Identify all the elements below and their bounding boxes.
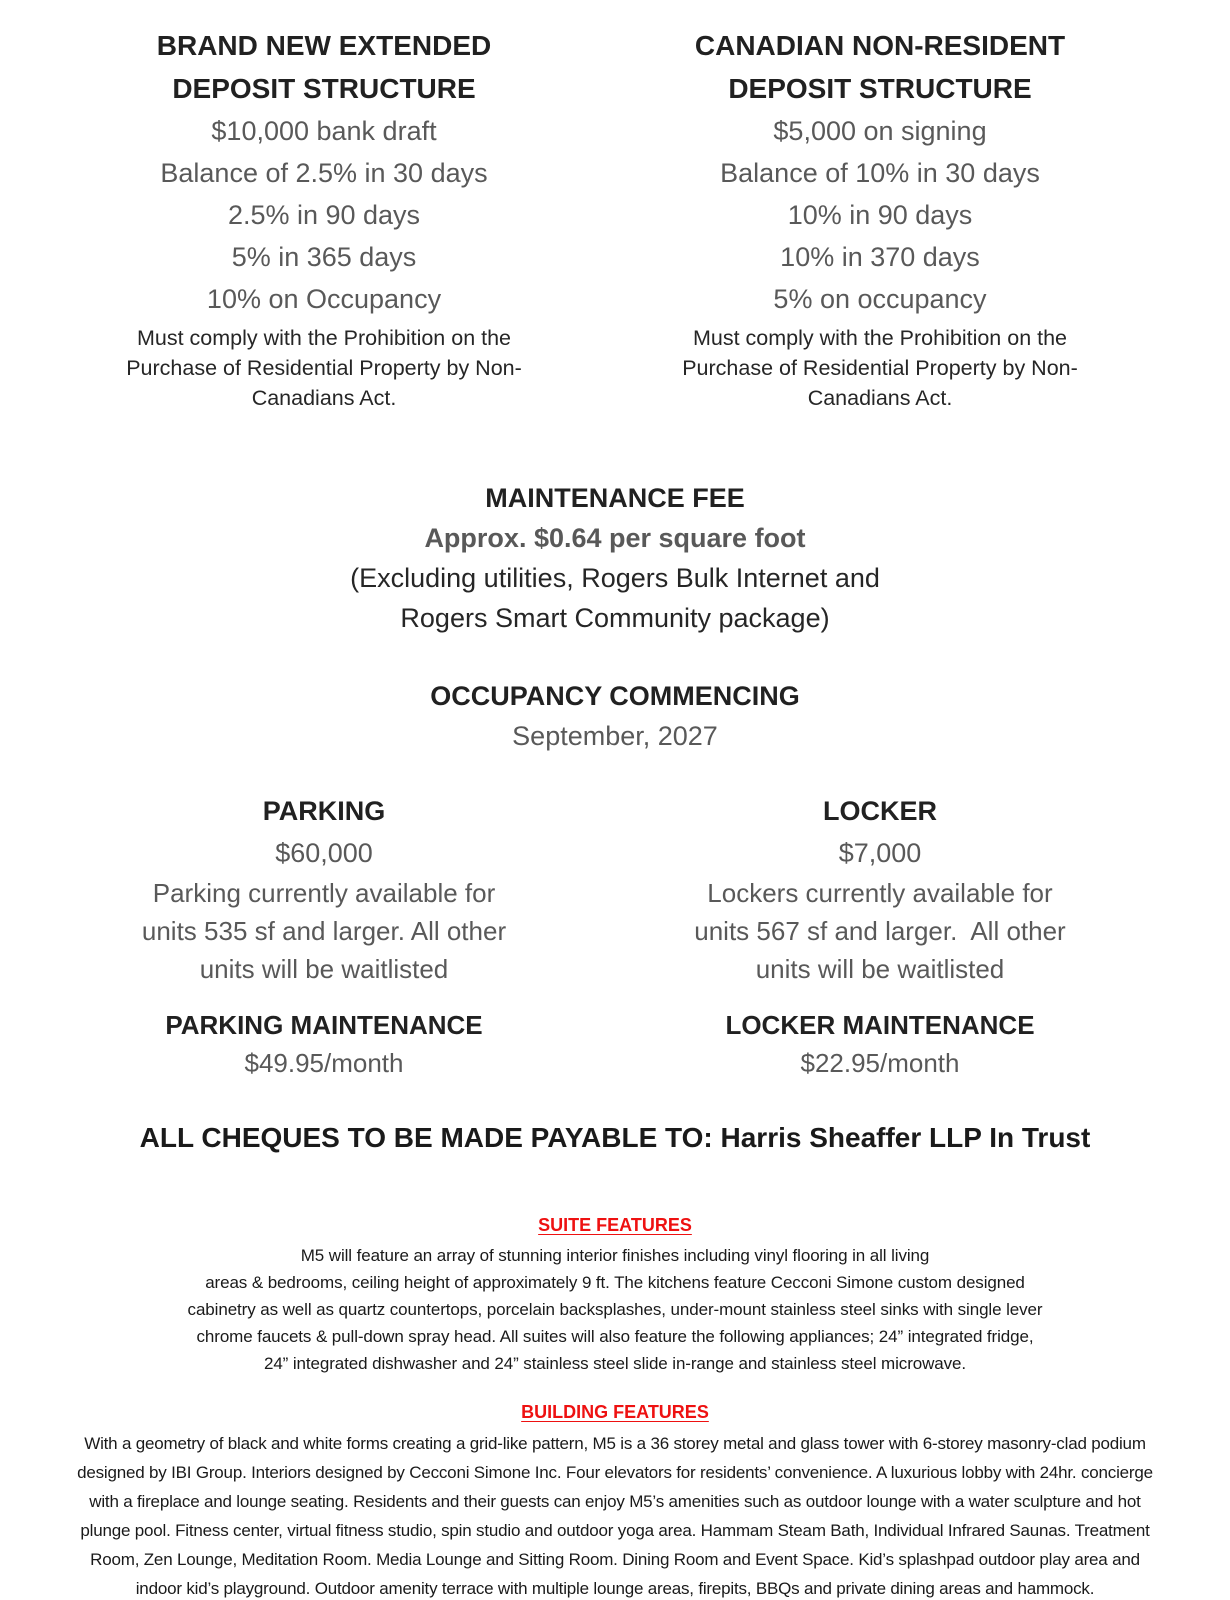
deposit-line: Balance of 2.5% in 30 days	[160, 158, 488, 188]
deposit-title-non-resident: CANADIAN NON-RESIDENT DEPOSIT STRUCTURE	[694, 30, 1066, 104]
maintenance-fee-section	[0, 478, 1230, 638]
parking-title: PARKING	[262, 796, 386, 826]
occupancy-section	[0, 676, 1230, 756]
deposit-title-extended: BRAND NEW EXTENDED DEPOSIT STRUCTURE	[156, 30, 492, 104]
locker-availability-note: Lockers currently available for units 567 sf and larger. All other units will be waitlisted	[694, 878, 1066, 984]
locker-maintenance-price: $22.95/month	[800, 1048, 960, 1078]
parking-column	[46, 790, 602, 1082]
parking-maintenance-price: $49.95/month	[244, 1048, 404, 1078]
deposit-line: 5% in 365 days	[231, 242, 417, 272]
maintenance-fee-amount: Approx. $0.64 per square foot	[424, 523, 806, 553]
deposit-line: $5,000 on signing	[773, 116, 987, 146]
suite-features-title: SUITE FEATURES	[538, 1215, 692, 1235]
deposit-line: Balance of 10% in 30 days	[720, 158, 1040, 188]
building-features-body: With a geometry of black and white forms creating a grid-like pattern, M5 is a 36 storey metal and glass tower with 6-storey masonry-clad podium designed by IBI Group. Interiors designed by Cecconi Simone Inc. Four elevators for residents’ convenience. A luxurious lobby with 24hr. concierge with a fireplace and lounge seating. Residents and their guests can enjoy M5’s amenities such as outdoor lounge with a water sculpture and hot plunge pool. Fitness center, virtual fitness studio, spin studio and outdoor yoga area. Hammam Steam Bath, Individual Infrared Saunas. Treatment Room, Zen Lounge, Meditation Room. Media Lounge and Sitting Room. Dining Room and Event Space. Kid’s splashpad outdoor play area and indoor kid’s playground. Outdoor amenity terrace with multiple lounge areas, firepits, BBQs and private dining areas and hammock.	[77, 1434, 1153, 1598]
locker-maintenance-title: LOCKER MAINTENANCE	[725, 1010, 1035, 1040]
deposit-line: 5% on occupancy	[773, 284, 987, 314]
deposit-line: 10% on Occupancy	[206, 284, 442, 314]
building-features-title-row	[0, 1397, 1230, 1429]
suite-features-section	[0, 1210, 1230, 1377]
deposit-line: $10,000 bank draft	[211, 116, 437, 146]
deposit-column-extended	[46, 24, 602, 413]
parking-maintenance-block	[46, 1006, 602, 1082]
deposit-line: 10% in 90 days	[787, 200, 973, 230]
deposit-compliance-note: Must comply with the Prohibition on the Purchase of Residential Property by Non- Canadians Act.	[682, 326, 1078, 410]
cheques-payable-notice: ALL CHEQUES TO BE MADE PAYABLE TO: Harris Sheaffer LLP In Trust	[139, 1122, 1091, 1153]
maintenance-fee-note: (Excluding utilities, Rogers Bulk Internet and Rogers Smart Community package)	[350, 563, 880, 633]
maintenance-fee-title: MAINTENANCE FEE	[485, 483, 745, 513]
parking-locker-section	[46, 790, 1158, 1082]
suite-features-body: M5 will feature an array of stunning interior finishes including vinyl flooring in all living areas & bedrooms, ceiling height of approximately 9 ft. The kitchens feature Cecconi Simone custom designed cabinetry as well as quartz countertops, porcelain backsplashes, under-mount stainless steel sinks with single lever chrome faucets & pull-down spray head. All suites will also feature the following appliances; 24” integrated fridge, 24” integrated dishwasher and 24” stainless steel slide in-range and stainless steel microwave.	[187, 1246, 1043, 1373]
locker-price: $7,000	[838, 838, 922, 868]
suite-features-title-row	[0, 1210, 1230, 1242]
occupancy-title: OCCUPANCY COMMENCING	[430, 681, 800, 711]
parking-maintenance-title: PARKING MAINTENANCE	[165, 1010, 483, 1040]
occupancy-date: September, 2027	[512, 721, 718, 751]
building-features-title: BUILDING FEATURES	[521, 1402, 709, 1422]
deposit-compliance-note: Must comply with the Prohibition on the Purchase of Residential Property by Non- Canadians Act.	[126, 326, 522, 410]
deposit-column-non-resident	[602, 24, 1158, 413]
parking-availability-note: Parking currently available for units 535 sf and larger. All other units will be waitlisted	[141, 878, 507, 984]
parking-price: $60,000	[275, 838, 373, 868]
building-features-section	[0, 1397, 1230, 1600]
locker-maintenance-block	[602, 1006, 1158, 1082]
deposit-structures-section	[46, 0, 1158, 413]
deposit-line: 2.5% in 90 days	[227, 200, 421, 230]
locker-column	[602, 790, 1158, 1082]
deposit-line: 10% in 370 days	[780, 242, 980, 272]
locker-title: LOCKER	[823, 796, 937, 826]
